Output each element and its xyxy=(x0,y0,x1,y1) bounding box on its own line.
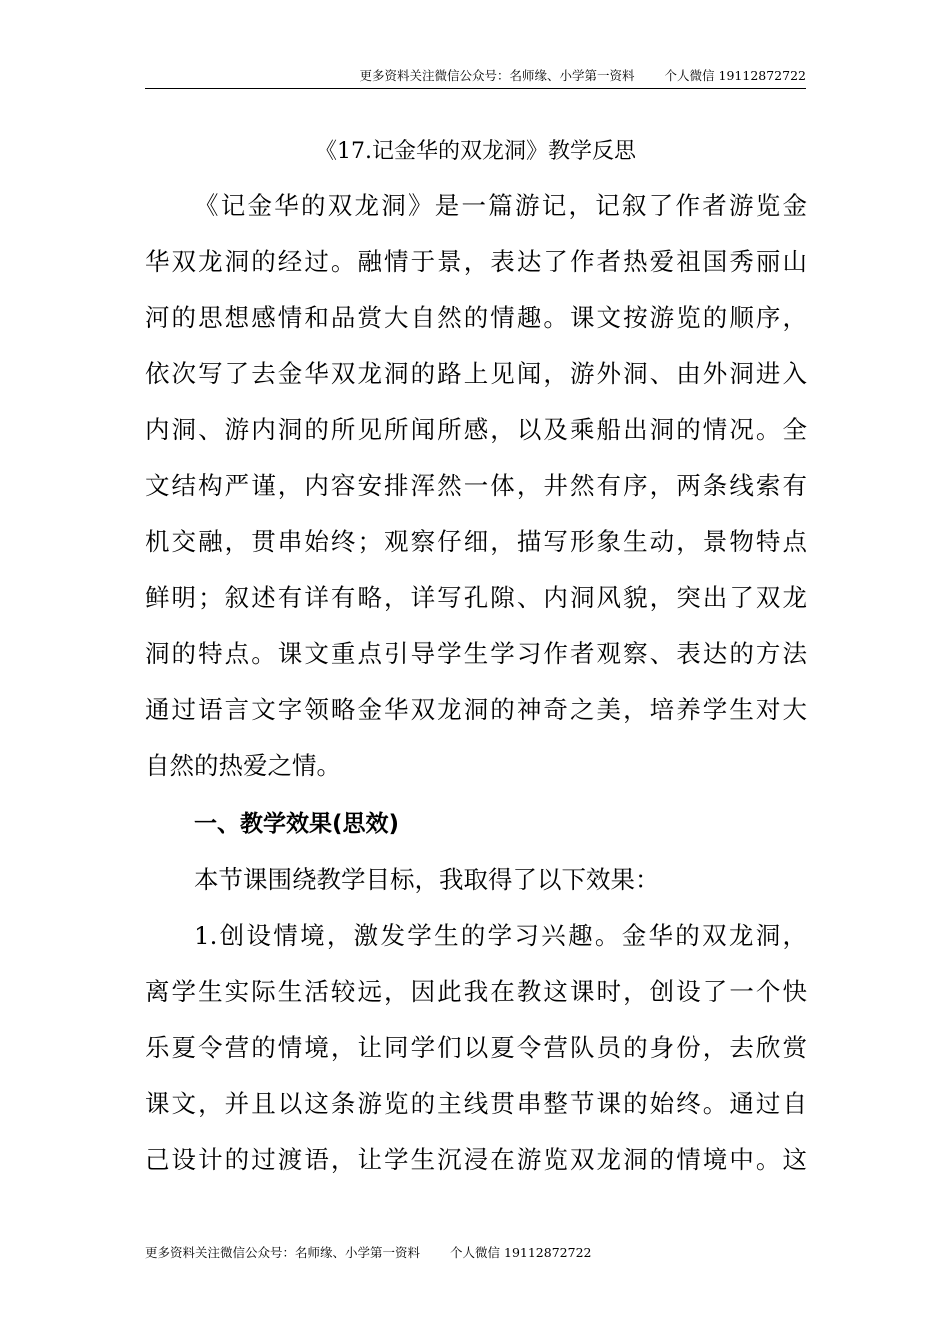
footer-promo-text: 更多资料关注微信公众号：名师缘、小学第一资料 xyxy=(145,1245,421,1260)
paragraph-line: 机交融，贯串始终；观察仔细，描写形象生动，景物特点 xyxy=(145,527,807,556)
page-header xyxy=(145,68,806,89)
paragraph-line: 鲜明；叙述有详有略，详写孔隙、内洞风貌，突出了双龙 xyxy=(145,583,807,612)
document-title: 《17.记金华的双龙洞》教学反思 xyxy=(315,139,636,164)
paragraph-line: 依次写了去金华双龙洞的路上见闻，游外洞、由外洞进入 xyxy=(145,359,807,388)
paragraph-line: 自然的热爱之情。 xyxy=(145,751,341,780)
paragraph-line: 河的思想感情和品赏大自然的情趣。课文按游览的顺序， xyxy=(145,303,807,332)
paragraph-line: 内洞、游内洞的所见所闻所感，以及乘船出洞的情况。全 xyxy=(145,415,807,444)
paragraph-line: 乐夏令营的情境，让同学们以夏令营队员的身份，去欣赏 xyxy=(145,1033,807,1062)
page-footer xyxy=(145,1245,591,1261)
section-heading: 一、教学效果(思效) xyxy=(194,811,400,837)
paragraph-line: 己设计的过渡语，让学生沉浸在游览双龙洞的情境中。这 xyxy=(145,1145,807,1174)
paragraph-line: 华双龙洞的经过。融情于景，表达了作者热爱祖国秀丽山 xyxy=(145,247,807,276)
paragraph-line: 课文，并且以这条游览的主线贯串整节课的始终。通过自 xyxy=(145,1089,807,1118)
paragraph-line: 通过语言文字领略金华双龙洞的神奇之美，培养学生对大 xyxy=(145,695,807,724)
header-promo-text: 更多资料关注微信公众号：名师缘、小学第一资料 xyxy=(359,68,635,83)
paragraph-line: 本节课围绕教学目标，我取得了以下效果： xyxy=(194,865,660,894)
footer-wechat-text: 个人微信 19112872722 xyxy=(450,1245,592,1260)
paragraph-line: 洞的特点。课文重点引导学生学习作者观察、表达的方法 xyxy=(145,639,807,668)
paragraph-line: 《记金华的双龙洞》是一篇游记，记叙了作者游览金 xyxy=(194,191,807,220)
paragraph-line: 1.创设情境，激发学生的学习兴趣。金华的双龙洞， xyxy=(194,921,807,950)
paragraph-line: 文结构严谨，内容安排浑然一体，井然有序，两条线索有 xyxy=(145,471,807,500)
header-wechat-text: 个人微信 19112872722 xyxy=(664,68,806,83)
paragraph-line: 离学生实际生活较远，因此我在教这课时，创设了一个快 xyxy=(145,977,807,1006)
